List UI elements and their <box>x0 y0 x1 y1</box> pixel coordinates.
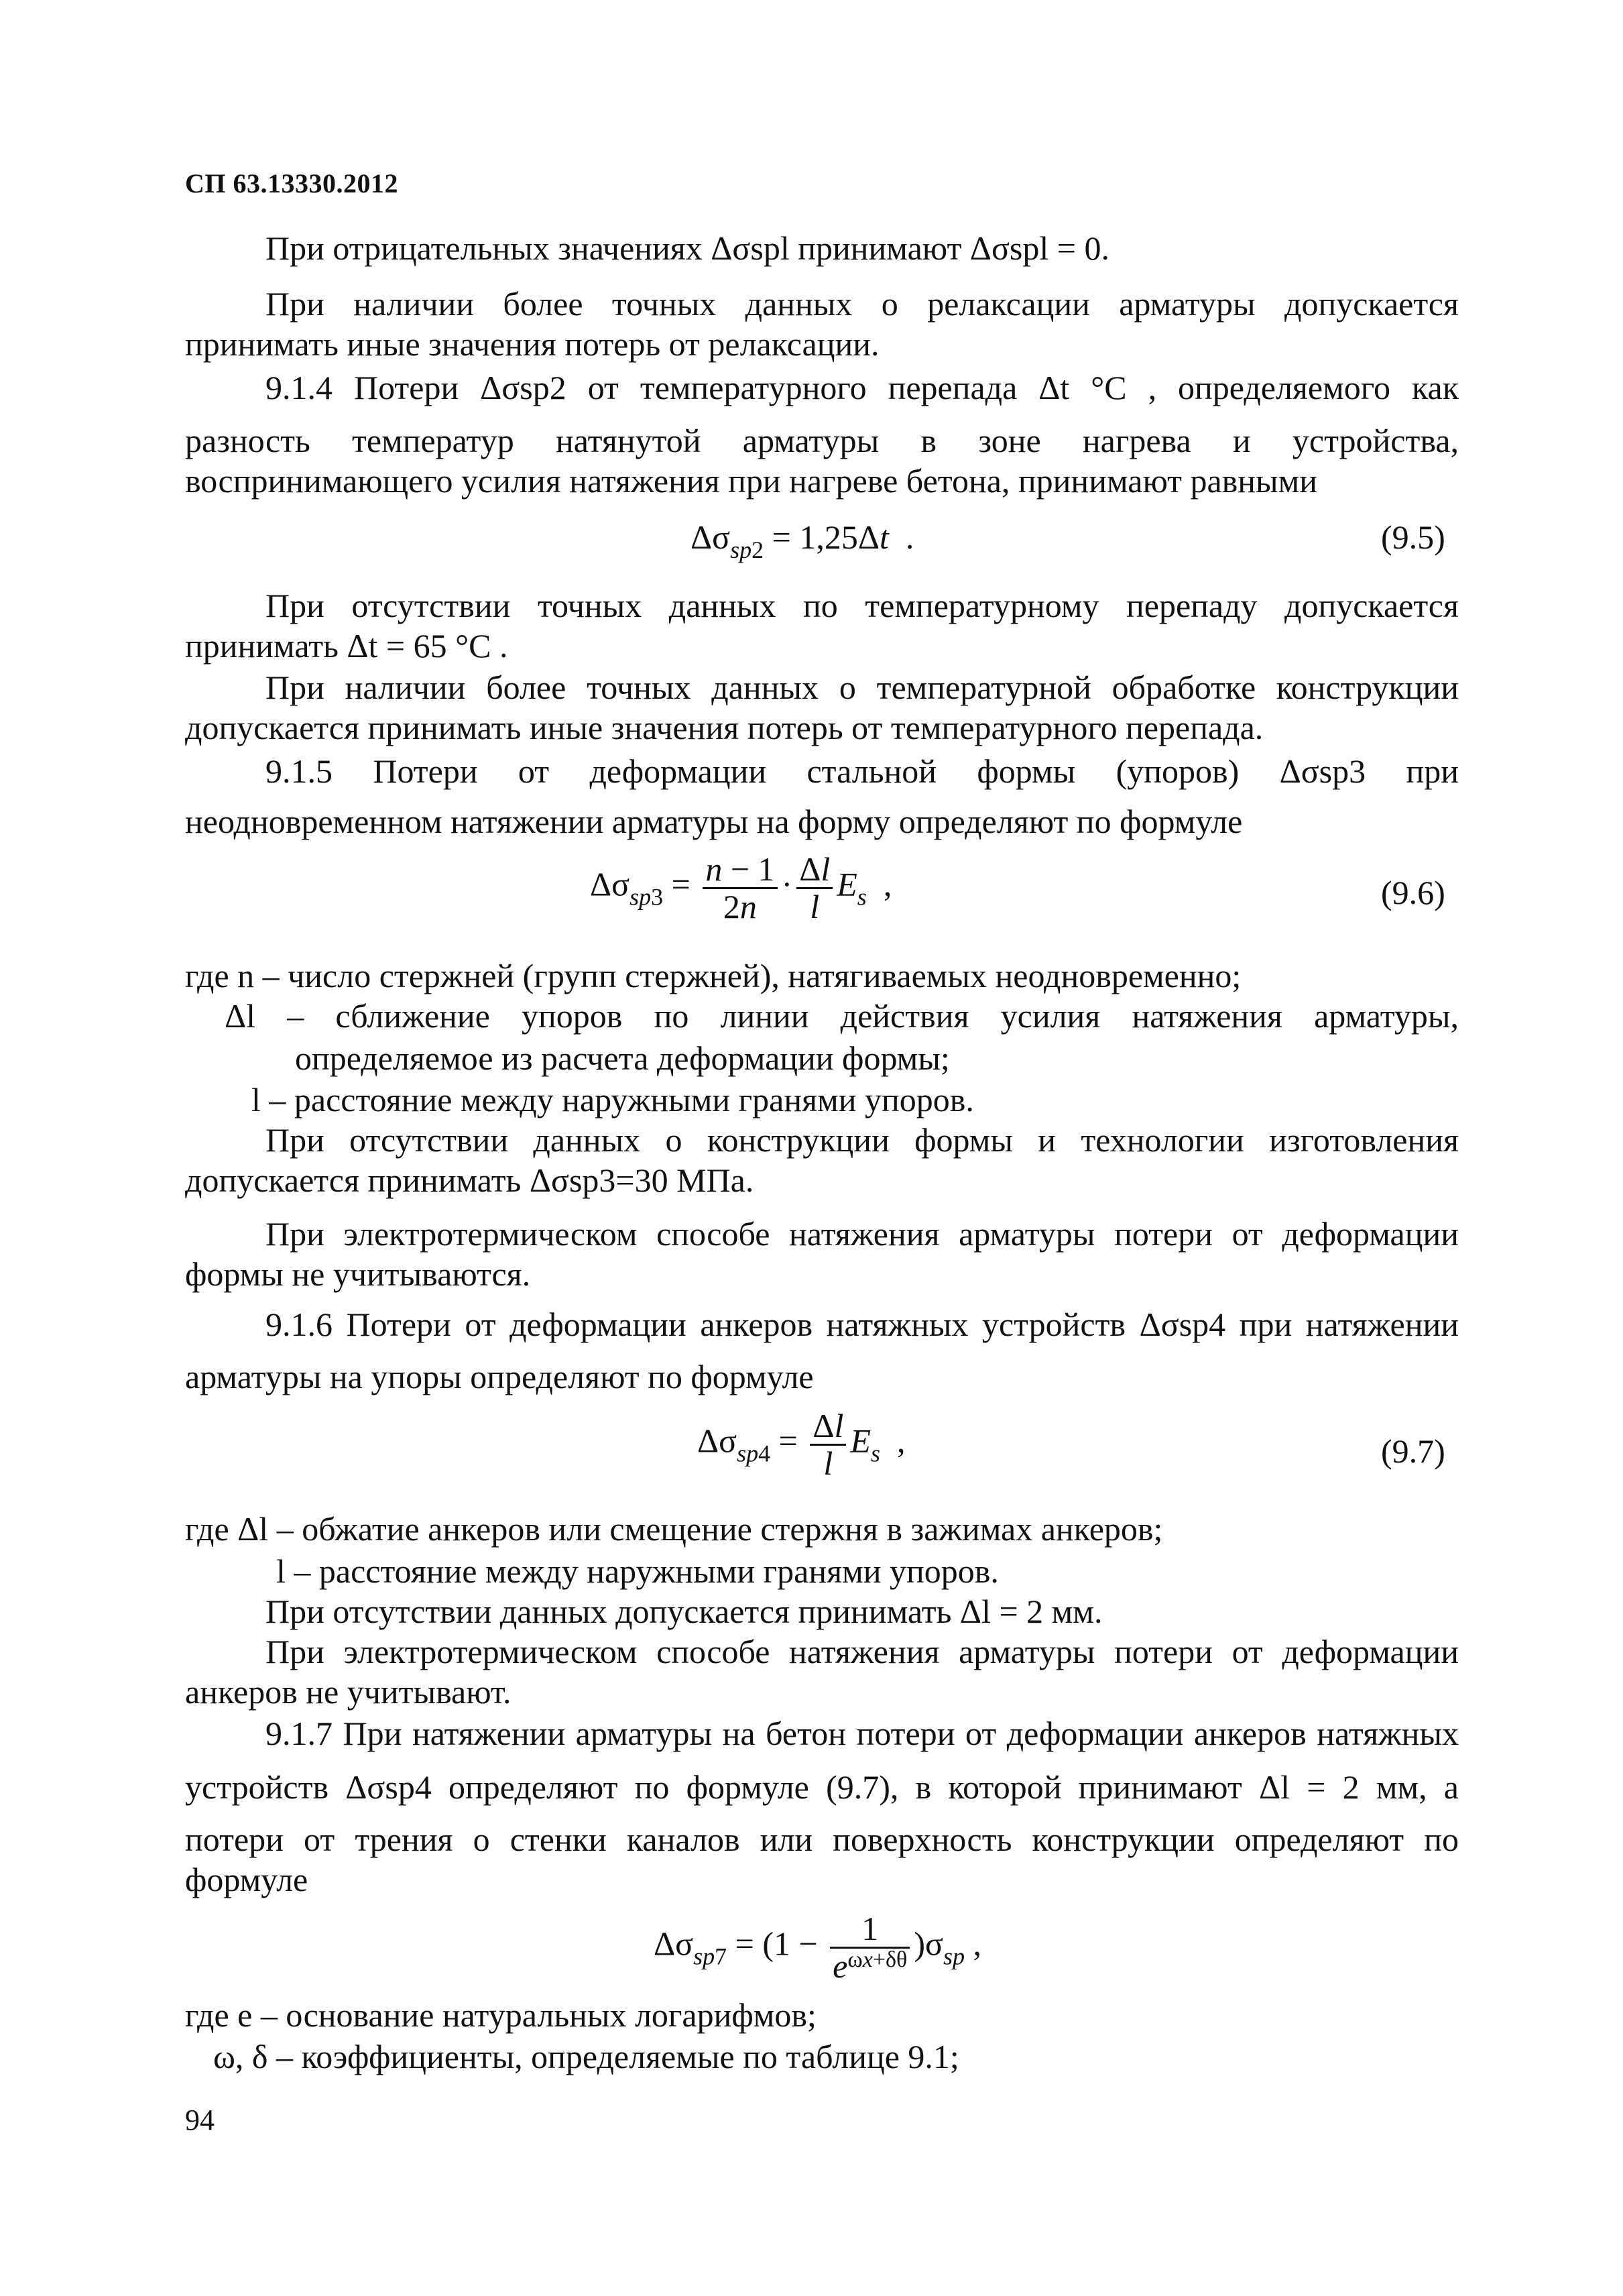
equation-9-6: $\Delta\sigma_{sp3}$ = $\frac{n - 1}{2n}$ · $\frac{\Delta l}{l}$ $E_s$ , <box>590 850 892 925</box>
text-line: Δl – сближение упоров по линии действия усилия натяжения арматуры, <box>225 997 1459 1035</box>
document-header: СП 63.13330.2012 <box>185 168 398 198</box>
text-line: формуле <box>185 1861 308 1898</box>
text-line: При электротермическом способе натяжения арматуры потери от деформации <box>265 1215 1459 1253</box>
equation-9-5: $\Delta\sigma_{sp2} = 1,25\Delta t$ . <box>690 518 914 563</box>
text-line: принимать Δt = 65 °С . <box>185 627 508 665</box>
text-line: где Δl – обжатие анкеров или смещение стержня в зажимах анкеров; <box>185 1510 1163 1548</box>
text-line: воспринимающего усилия натяжения при нагреве бетона, принимают равными <box>185 462 1318 500</box>
text-line: арматуры на упоры определяют по формуле <box>185 1358 814 1395</box>
text-line: неодновременном натяжении арматуры на форму определяют по формуле <box>185 803 1243 840</box>
text-line: При отсутствии данных допускается принимать Δl = 2 мм. <box>265 1593 1103 1630</box>
text-line: 9.1.4 Потери Δσsp2 от температурного перепада Δt °С , определяемого как <box>265 369 1459 406</box>
text-line: принимать иные значения потерь от релаксации. <box>185 325 880 363</box>
equation-sp7: $\Delta\sigma_{sp7} = (1$ − $\frac{1}{e^{\omega x+\delta\theta}}$ )$\sigma_{sp}$ , <box>654 1910 981 1985</box>
text-line: ω, δ – коэффициенты, определяемые по таблице 9.1; <box>213 2038 959 2075</box>
text-line: При наличии более точных данных о релаксации арматуры допускается <box>265 285 1459 323</box>
equation-number: (9.5) <box>1381 518 1445 556</box>
text-line: l – расстояние между наружными гранями упоров. <box>276 1552 999 1590</box>
text-line: При отсутствии данных о конструкции формы и технологии изготовления <box>265 1121 1459 1159</box>
text-line: l – расстояние между наружными гранями упоров. <box>251 1081 974 1118</box>
text-line: анкеров не учитывают. <box>185 1673 512 1711</box>
text-line: допускается принимать Δσsp3=30 МПа. <box>185 1161 754 1199</box>
equation-number: (9.7) <box>1381 1432 1445 1470</box>
text-line: допускается принимать иные значения потерь от температурного перепада. <box>185 709 1264 746</box>
text-line: При электротермическом способе натяжения арматуры потери от деформации <box>265 1633 1459 1670</box>
equation-9-7: $\Delta\sigma_{sp4}$ = $\frac{\Delta l}{l}$ $E_s$ , <box>697 1407 906 1482</box>
text-line: При отрицательных значениях Δσspl принимают Δσspl = 0. <box>265 229 1109 267</box>
text-line: 9.1.5 Потери от деформации стальной формы (упоров) Δσsp3 при <box>265 752 1459 790</box>
text-line: потери от трения о стенки каналов или поверхность конструкции определяют по <box>185 1821 1459 1858</box>
equation-number: (9.6) <box>1381 874 1445 911</box>
text-line: определяемое из расчета деформации формы; <box>295 1039 950 1077</box>
text-line: При наличии более точных данных о температурной обработке конструкции <box>265 669 1459 706</box>
text-line: где e – основание натуральных логарифмов; <box>185 1996 817 2034</box>
page-number: 94 <box>185 2104 215 2136</box>
text-line: где n – число стержней (групп стержней), натягиваемых неодновременно; <box>185 957 1242 994</box>
text-line: При отсутствии точных данных по температурному перепаду допускается <box>265 587 1459 624</box>
text-line: разность температур натянутой арматуры в зоне нагрева и устройства, <box>185 422 1459 459</box>
text-line: формы не учитываются. <box>185 1255 531 1293</box>
text-line: устройств Δσsp4 определяют по формуле (9.7), в которой принимают Δl = 2 мм, а <box>185 1768 1459 1806</box>
text-line: 9.1.6 Потери от деформации анкеров натяжных устройств Δσsp4 при натяжении <box>265 1306 1459 1343</box>
text-line: 9.1.7 При натяжении арматуры на бетон потери от деформации анкеров натяжных <box>265 1715 1459 1752</box>
